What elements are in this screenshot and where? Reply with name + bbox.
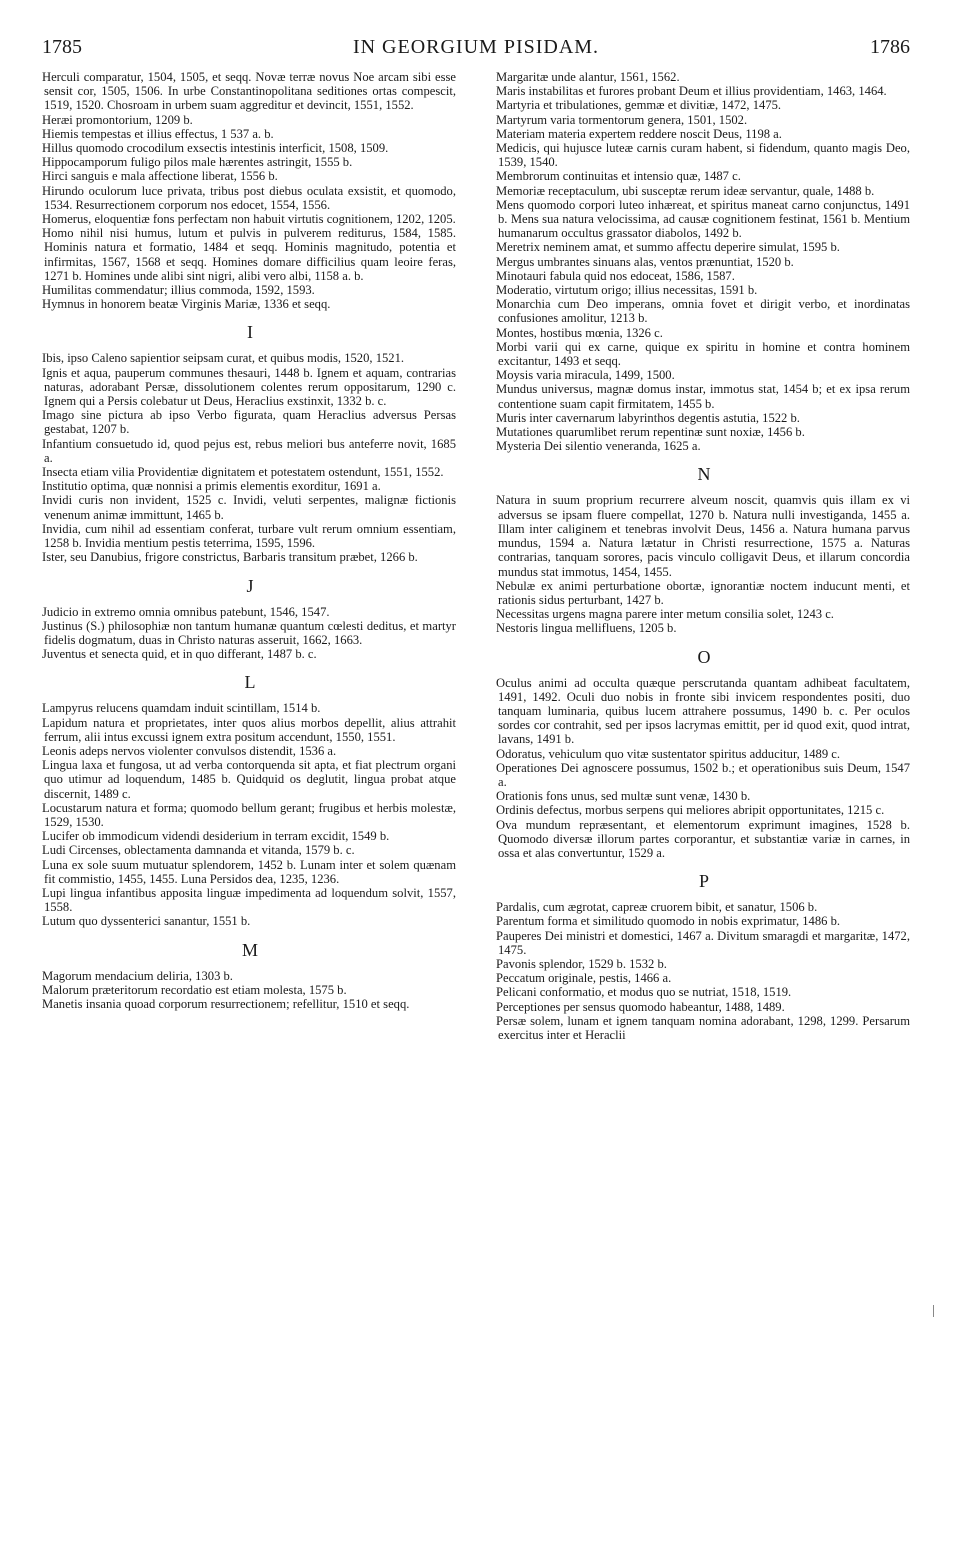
- index-entry: Hippocamporum fuligo pilos male hærentes astringit, 1555 b.: [42, 155, 353, 170]
- section-letter: O: [697, 646, 711, 667]
- index-entry: Lupi lingua infantibus apposita linguæ impedimenta ad loquendum solvit, 1557, 1558.: [42, 885, 456, 915]
- index-entry: Hirundo oculorum luce privata, tribus post diebus oculata exsistit, et quomodo, 1534. Resurrectionem corporum nos edocet, 1554, 1556.: [42, 183, 456, 212]
- index-entry: Ordinis defectus, morbus serpens qui meliores abripit opportunitates, 1215 c.: [496, 803, 885, 818]
- index-entry: Justinus (S.) philosophiæ non tantum humanæ quantum cœlesti deditus, et martyr fidelis dogmatum, duas in Christo naturas asseruit, 1662, 1663.: [42, 618, 456, 647]
- index-entry: Lapidum natura et proprietates, inter quos alius morbos depellit, alius attrahit ferrum, alii intus excussi ignem extra positum accendunt, 1550, 1551.: [42, 715, 456, 744]
- index-entry: Hiemis tempestas et illius effectus, 1 537 a. b.: [42, 126, 274, 141]
- index-entry: Hymnus in honorem beatæ Virginis Mariæ, 1336 et seqq.: [42, 297, 331, 312]
- index-entry: Minotauri fabula quid nos edoceat, 1586, 1587.: [496, 268, 735, 283]
- index-entry: Ova mundum repræsentant, et elementorum exprimunt imagines, 1528 b. Quomodo diversæ illorum partes corporantur, et substantiæ variæ in carnes, in ossa et alas convertuntur, 1529 a.: [496, 817, 910, 860]
- index-entry: Lucifer ob immodicum videndi desiderium in terram excidit, 1549 b.: [42, 829, 390, 844]
- index-entry: Infantium consuetudo id, quod pejus est, rebus meliori bus anteferre novit, 1685 a.: [42, 436, 456, 465]
- index-entry: Moderatio, virtutum origo; illius necessitas, 1591 b.: [496, 283, 758, 298]
- index-entry: Morbi varii qui ex carne, quique ex spiritu in homine et contra hominem excitantur, 1493 et seqq.: [496, 339, 910, 369]
- index-entry: Montes, hostibus mœnia, 1326 c.: [496, 325, 663, 340]
- index-entry: Manetis insania quoad corporum resurrectionem; refellitur, 1510 et seqq.: [42, 996, 410, 1011]
- index-entry: Magorum mendacium deliria, 1303 b.: [42, 968, 233, 983]
- index-entry: Parentum forma et similitudo quomodo in nobis exprimatur, 1486 b.: [496, 914, 841, 929]
- index-entry: Invidi curis non invident, 1525 c. Invidi, veluti serpentes, malignæ fictionis venenum animæ immittunt, 1465 b.: [42, 493, 456, 522]
- index-entry: Mergus umbrantes sinuans alas, ventos prænuntiat, 1520 b.: [496, 254, 794, 269]
- index-entry: Lutum quo dyssenterici sanantur, 1551 b.: [42, 914, 251, 929]
- index-column-right: [498, 70, 910, 1042]
- index-entry: Memoriæ receptaculum, ubi susceptæ rerum ideæ servantur, quale, 1488 b.: [496, 183, 875, 198]
- index-entry: Meretrix neminem amat, et summo affectu deperire simulat, 1595 b.: [496, 240, 840, 255]
- index-entry: Pelicani conformatio, et modus quo se nutriat, 1518, 1519.: [496, 985, 792, 1000]
- index-entry: Ludi Circenses, oblectamenta damnanda et vitanda, 1579 b. c.: [42, 843, 355, 858]
- margin-mark: [933, 1305, 934, 1317]
- index-entry: Locustarum natura et forma; quomodo bellum gerant; frugibus et herbis molestæ, 1529, 1530.: [42, 800, 456, 829]
- index-entry: Imago sine pictura ab ipso Verbo figurata, quam Heraclius adversus Persas gestabat, 1207 b.: [42, 408, 456, 437]
- index-entry: Necessitas urgens magna parere inter metum consilia solet, 1243 c.: [496, 607, 834, 622]
- section-letter: N: [697, 464, 711, 485]
- index-entry: Maris instabilitas et furores probant Deum et illius providentiam, 1463, 1464.: [496, 84, 887, 99]
- index-entry: Oculus animi ad occulta quæque perscrutanda quantam adhibeat facultatem, 1491, 1492. Oculi duo nobis in fronte sibi invicem respondentes positi, duo tanquam luminaria, quibus lucem attrahere possumus, 1490 b. c. Per oculos sordes cor contrahit, sed per ipsos lacrymas emittit, per id quod exit, quod intrat, lavans, 1491 b.: [496, 675, 910, 747]
- index-column-left: [44, 70, 456, 1011]
- index-entry: Natura in suum proprium recurrere alveum noscit, quamvis quis illam ex vi adversus se ipsam fluere compellat, 1270 b. Natura nulli investiganda, 1455 a. Illam inter caliginem et tenebras involvit Deus, 1456 a. Natura humana parvus mundus, 1594 a. Natura lætatur in Christi resurrectione, 1575 a. Naturas contrarias, tanquam sorores, pacis vinculo colligavit Deus, et illarum concordia mundus stat immotus, 1454, 1455.: [496, 493, 910, 579]
- index-entry: Judicio in extremo omnia omnibus patebunt, 1546, 1547.: [42, 604, 330, 619]
- index-entry: Ignis et aqua, pauperum communes thesauri, 1448 b. Ignem et aquam, contrarias naturas, adorabant Persæ, dissolutionem colentes rerum oppositarum, 1290 c. Ignem qui a Persis colebatur ut Deus, Heraclius exstinxit, 1332 b. c.: [42, 365, 456, 409]
- index-entry: Pauperes Dei ministri et domestici, 1467 a. Divitum smaragdi et margaritæ, 1472, 1475.: [496, 928, 910, 957]
- index-entry: Juventus et senecta quid, et in quo differant, 1487 b. c.: [42, 647, 317, 662]
- index-entry: Operationes Dei agnoscere possumus, 1502 b.; et operationibus suis Deum, 1547 a.: [496, 760, 910, 789]
- index-entry: Mysteria Dei silentio veneranda, 1625 a.: [496, 439, 701, 454]
- index-entry: Moysis varia miracula, 1499, 1500.: [496, 368, 675, 383]
- page-number-right: 1786: [870, 36, 910, 58]
- section-letter: P: [698, 871, 709, 892]
- index-entry: Lampyrus relucens quamdam induit scintillam, 1514 b.: [42, 701, 321, 716]
- index-entry: Luna ex sole suum mutuatur splendorem, 1452 b. Lunam inter et solem quænam fit commistio, 1455, 1455. Luna Persidos dea, 1235, 1236.: [42, 857, 456, 886]
- index-entry: Martyria et tribulationes, gemmæ et divitiæ, 1472, 1475.: [496, 98, 782, 113]
- index-entry: Lingua laxa et fungosa, ut ad verba contorquenda sit apta, et fiat plectrum organi quo utimur ad loquendum, 1485 b. Quidquid os deglutit, lingua probat atque discernit, 1489 c.: [42, 758, 456, 801]
- index-entry: Herculi comparatur, 1504, 1505, et seqq. Novæ terræ novus Noe arcam sibi esse sensit cor, 1505, 1506. In urbe Constantinopolitana seditiones ortas compescit, 1519, 1520. Chosroam in urbem suam aggreditur et devincit, 1551, 1552.: [42, 70, 456, 113]
- section-letter: I: [247, 322, 253, 343]
- index-entry: Persæ solem, lunam et ignem tanquam nomina adorabant, 1298, 1299. Persarum exercitus inter et Heraclii: [496, 1013, 910, 1042]
- index-entry: Muris inter cavernarum labyrinthos degentis astutia, 1522 b.: [496, 410, 800, 425]
- page-header: [42, 36, 910, 64]
- index-entry: Pardalis, cum ægrotat, capreæ cruorem bibit, et sanatur, 1506 b.: [496, 900, 818, 915]
- running-title: IN GEORGIUM PISIDAM.: [352, 36, 600, 58]
- index-entry: Ister, seu Danubius, frigore constrictus, Barbaris transitum præbet, 1266 b.: [42, 550, 418, 565]
- index-entry: Malorum præteritorum recordatio est etiam molesta, 1575 b.: [42, 982, 347, 997]
- index-entry: Homo nihil nisi humus, lutum et pulvis in pulverem rediturus, 1584, 1585. Hominis natura et formatio, 1484 et seqq. Hominis magnitudo, potentia et infirmitas, 1567, 1568 et seqq. Homines domare difficilius quam leoire feras, 1271 b. Homines unde alibi sint nigri, alibi vero albi, 1158 a. b.: [42, 226, 456, 283]
- section-letter: J: [246, 575, 254, 596]
- index-entry: Hirci sanguis e mala affectione liberat, 1556 b.: [42, 169, 278, 184]
- index-entry: Homerus, eloquentiæ fons perfectam non habuit virtutis cognitionem, 1202, 1205.: [42, 212, 456, 227]
- index-entry: Nestoris lingua mellifluens, 1205 b.: [496, 621, 677, 636]
- page-number-left: 1785: [42, 36, 82, 58]
- index-entry: Hillus quomodo crocodilum exsectis intestinis interficit, 1508, 1509.: [42, 141, 389, 156]
- index-entry: Insecta etiam vilia Providentiæ dignitatem et potestatem ostendunt, 1551, 1552.: [42, 465, 444, 480]
- index-entry: Humilitas commendatur; illius commoda, 1592, 1593.: [42, 283, 315, 298]
- index-entry: Peccatum originale, pestis, 1466 a.: [496, 971, 672, 986]
- index-entry: Mutationes quarumlibet rerum repentinæ sunt noxiæ, 1456 b.: [496, 425, 805, 440]
- index-entry: Monarchia cum Deo imperans, omnia fovet et dirigit verbo, et inordinatas confusiones amolitur, 1213 b.: [496, 297, 910, 326]
- index-entry: Ibis, ipso Caleno sapientior seipsam curat, et quibus modis, 1520, 1521.: [42, 351, 405, 366]
- index-entry: Martyrum varia tormentorum genera, 1501, 1502.: [496, 112, 748, 127]
- index-entry: Odoratus, vehiculum quo vitæ sustentator spiritus adducitur, 1489 c.: [496, 746, 841, 761]
- index-entry: Pavonis splendor, 1529 b. 1532 b.: [496, 956, 667, 971]
- index-entry: Leonis adeps nervos violenter convulsos distendit, 1536 a.: [42, 743, 337, 758]
- section-letter: L: [244, 672, 256, 693]
- index-entry: Mens quomodo corpori luteo inhæreat, et spiritus maneat carno conjunctus, 1491 b. Mens sua natura velocissima, ad causæ cognitionem festinat, 1561 b. Mentium humanarum occultus grassator diabolos, 1492 b.: [496, 197, 910, 241]
- section-letter: M: [241, 939, 258, 960]
- index-entry: Margaritæ unde alantur, 1561, 1562.: [496, 70, 680, 84]
- index-entry: Institutio optima, quæ nonnisi a primis elementis exorditur, 1691 a.: [42, 479, 381, 494]
- index-entry: Membrorum continuitas et intensio quæ, 1487 c.: [496, 169, 741, 184]
- index-entry: Orationis fons unus, sed multæ sunt venæ, 1430 b.: [496, 789, 751, 804]
- index-entry: Heræi promontorium, 1209 b.: [42, 112, 193, 127]
- index-entry: Medicis, qui hujusce luteæ carnis curam habent, si fidendum, quanto magis Deo, 1539, 1540.: [496, 141, 910, 170]
- index-entry: Nebulæ ex animi perturbatione obortæ, ignorantiæ noctem inducunt menti, et rationis sidus perturbant, 1427 b.: [496, 578, 910, 607]
- index-entry: Materiam materia expertem reddere noscit Deus, 1198 a.: [496, 126, 782, 141]
- index-entry: Invidia, cum nihil ad essentiam conferat, turbare vult rerum omnium essentiam, 1258 b. Invidia mentium pestis teterrima, 1595, 1596.: [42, 521, 456, 551]
- index-entry: Mundus universus, magnæ domus instar, immotus stat, 1454 b; et ex ipsa rerum contentione suam capit firmitatem, 1455 b.: [496, 382, 910, 411]
- index-entry: Perceptiones per sensus quomodo habeantur, 1488, 1489.: [496, 999, 785, 1014]
